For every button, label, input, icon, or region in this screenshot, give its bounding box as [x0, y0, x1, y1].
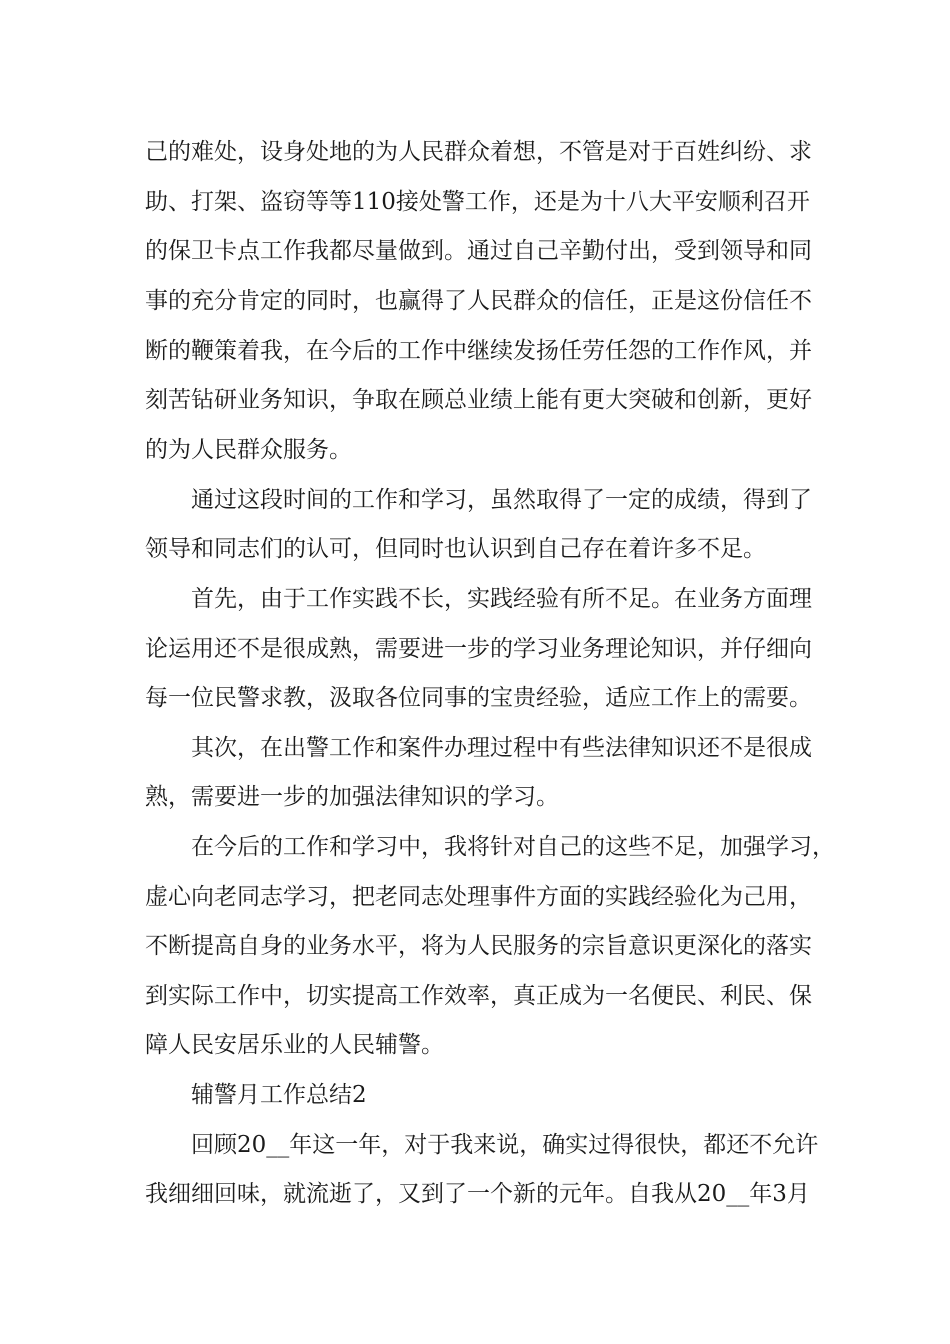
text-line: 刻苦钻研业务知识，争取在顾总业绩上能有更大突破和创新，更好: [145, 387, 812, 413]
paragraph-start-line: 回顾20__年这一年，对于我来说，确实过得很快，都还不允许: [191, 1132, 819, 1158]
text-line: 不断提高自身的业务水平，将为人民服务的宗旨意识更深化的落实: [145, 933, 812, 959]
text-line: 我细细回味，就流逝了，又到了一个新的元年。自我从20__年3月: [145, 1181, 810, 1207]
paragraph-start-line: 在今后的工作和学习中，我将针对自己的这些不足，加强学习，: [191, 834, 835, 860]
paragraph-start-line: 其次，在出警工作和案件办理过程中有些法律知识还不是很成: [191, 735, 812, 761]
text-line: 领导和同志们的认可，但同时也认识到自己存在着许多不足。: [145, 536, 766, 562]
paragraph-start-line: 首先，由于工作实践不长，实践经验有所不足。在业务方面理: [191, 586, 812, 612]
text-line: 断的鞭策着我，在今后的工作中继续发扬任劳任怨的工作作风，并: [145, 338, 812, 364]
text-line: 事的充分肯定的同时，也赢得了人民群众的信任，正是这份信任不: [145, 288, 812, 314]
text-line: 的为人民群众服务。: [145, 437, 352, 463]
text-line: 熟，需要进一步的加强法律知识的学习。: [145, 784, 559, 810]
text-line: 虚心向老同志学习，把老同志处理事件方面的实践经验化为己用，: [145, 884, 812, 910]
text-line: 己的难处，设身处地的为人民群众着想，不管是对于百姓纠纷、求: [145, 139, 812, 165]
paragraph-start-line: 通过这段时间的工作和学习，虽然取得了一定的成绩，得到了: [191, 487, 812, 513]
text-line: 论运用还不是很成熟，需要进一步的学习业务理论知识，并仔细向: [145, 636, 812, 662]
text-line: 助、打架、盗窃等等110接处警工作，还是为十八大平安顺利召开: [145, 189, 810, 215]
text-line: 障人民安居乐业的人民辅警。: [145, 1032, 444, 1058]
text-line: 到实际工作中，切实提高工作效率，真正成为一名便民、利民、保: [145, 983, 812, 1009]
text-line: 的保卫卡点工作我都尽量做到。通过自己辛勤付出，受到领导和同: [145, 238, 812, 264]
text-line: 每一位民警求教，汲取各位同事的宝贵经验，适应工作上的需要。: [145, 685, 812, 711]
section-heading: 辅警月工作总结2: [191, 1082, 367, 1108]
